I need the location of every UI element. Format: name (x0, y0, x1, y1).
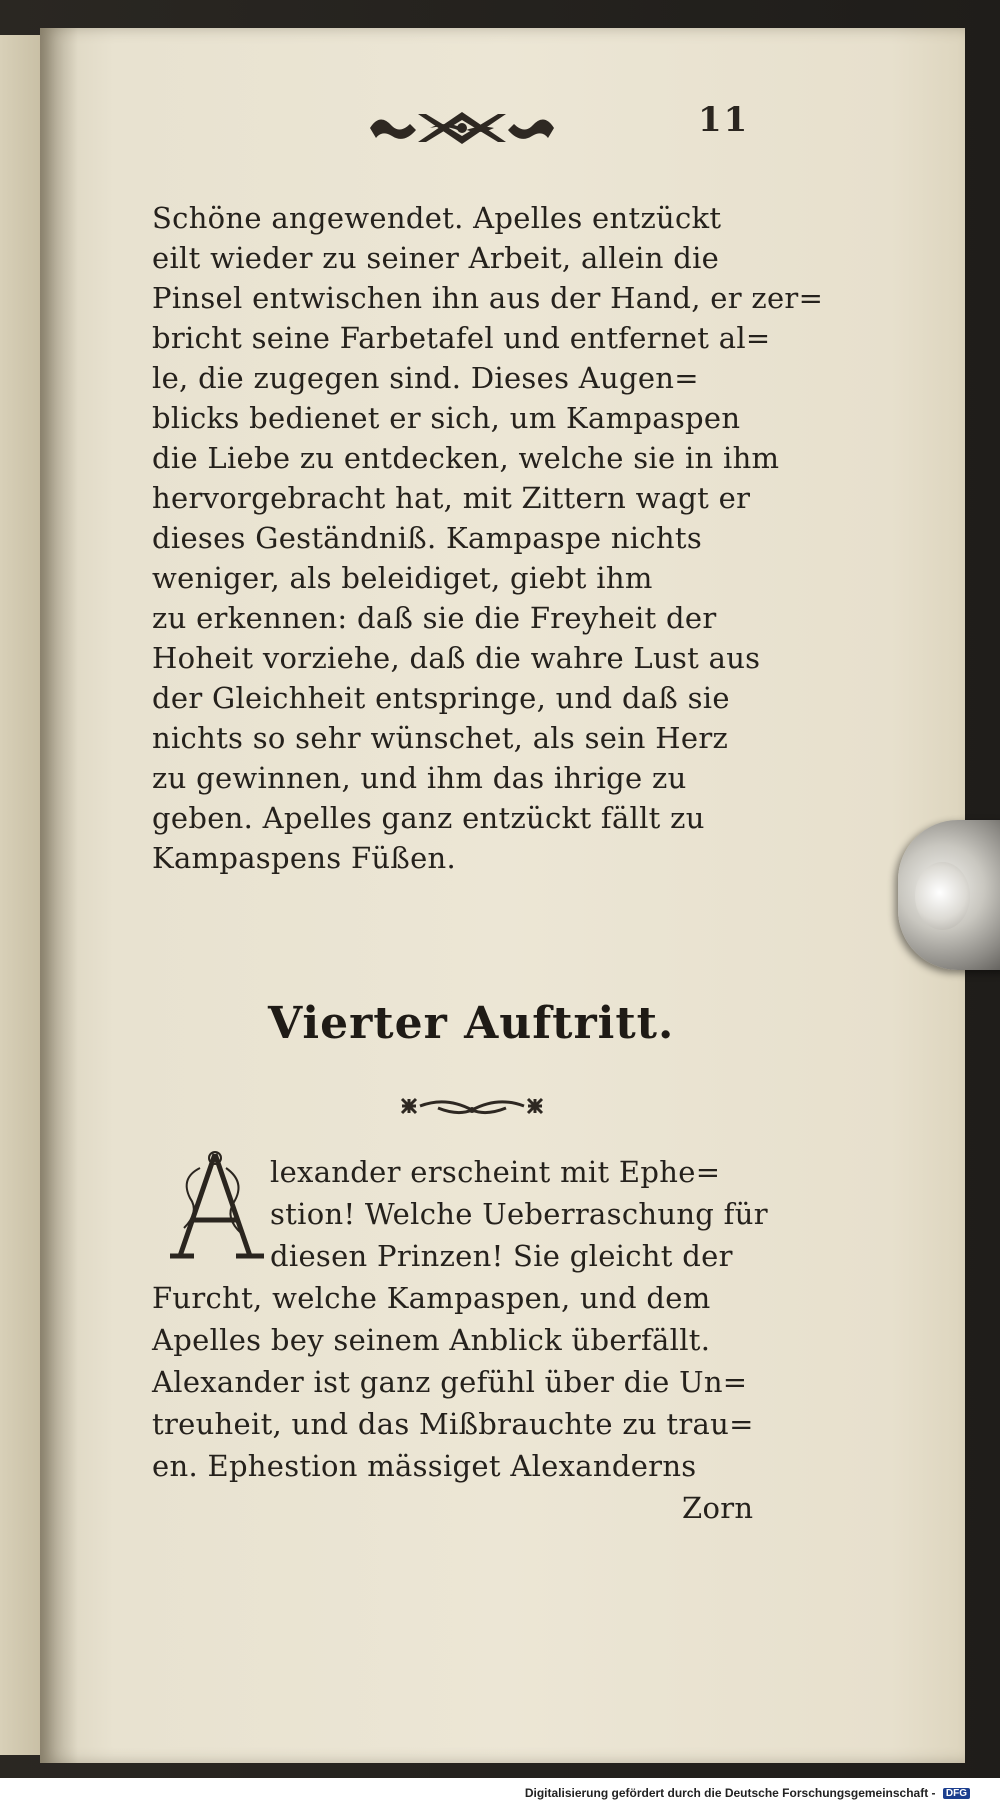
text-line: diesen Prinzen! Sie gleicht der (270, 1239, 733, 1273)
text-line: weniger, als beleidiget, giebt ihm (152, 561, 653, 595)
text-line: stion! Welche Ueberraschung für (270, 1197, 768, 1231)
footer-credit-text: Digitalisierung gefördert durch die Deutsche Forschungsgemeinschaft - (524, 1786, 936, 1800)
text-line: Apelles bey seinem Anblick überfällt. (152, 1323, 711, 1357)
text-line: geben. Apelles ganz entzückt fällt zu (152, 801, 705, 835)
catchword: Zorn (682, 1491, 754, 1525)
text-line: Hoheit vorziehe, daß die wahre Lust aus (152, 641, 761, 675)
text-line: hervorgebracht hat, mit Zittern wagt er (152, 481, 751, 515)
page-number: 11 (698, 100, 750, 140)
text-line: der Gleichheit entspringe, und daß sie (152, 681, 730, 715)
text-line: eilt wieder zu seiner Arbeit, allein die (152, 241, 720, 275)
text-line: treuheit, und das Mißbrauchte zu trau= (152, 1407, 754, 1441)
text-line: blicks bedienet er sich, um Kampaspen (152, 401, 741, 435)
text-line: en. Ephestion mässiget Alexanderns (152, 1449, 697, 1483)
text-line: Alexander ist ganz gefühl über die Un= (152, 1365, 748, 1399)
divider-ornament-icon (398, 1088, 546, 1124)
facing-page-edge (0, 35, 40, 1755)
scanner-clamp-lens (915, 862, 970, 930)
header-ornament-icon (370, 104, 554, 152)
text-line: lexander erscheint mit Ephe= (270, 1155, 721, 1189)
text-line: zu erkennen: daß sie die Freyheit der (152, 601, 717, 635)
text-line: Kampaspens Füßen. (152, 841, 457, 875)
text-line: bricht seine Farbetafel und entfernet al= (152, 321, 771, 355)
dfg-logo-badge: DFG (943, 1788, 970, 1799)
text-line: Pinsel entwischen ihn aus der Hand, er zer= (152, 281, 824, 315)
page-gutter-shadow (40, 28, 78, 1763)
text-line: die Liebe zu entdecken, welche sie in ihm (152, 441, 780, 475)
text-line: dieses Geständniß. Kampaspe nichts (152, 521, 703, 555)
text-line: zu gewinnen, und ihm das ihrige zu (152, 761, 687, 795)
text-line: le, die zugegen sind. Dieses Augen= (152, 361, 699, 395)
text-line: nichts so sehr wünschet, als sein Herz (152, 721, 729, 755)
text-line: Furcht, welche Kampaspen, und dem (152, 1281, 711, 1315)
footer-credit (525, 1786, 970, 1800)
text-line: Schöne angewendet. Apelles entzückt (152, 201, 722, 235)
section-heading: Vierter Auftritt. (268, 998, 675, 1049)
